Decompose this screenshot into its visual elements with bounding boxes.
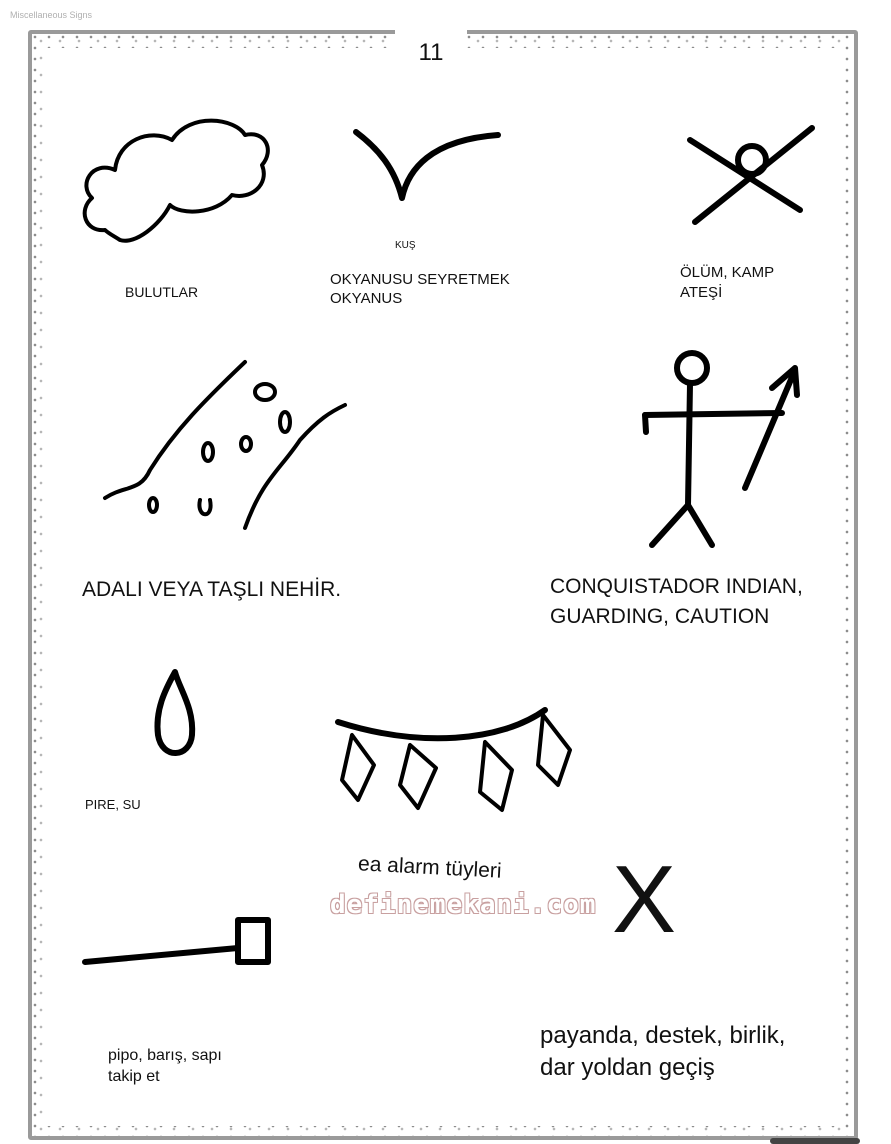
cloud-icon <box>85 121 268 241</box>
crossed-sticks-icon <box>690 128 812 222</box>
pire-label: PIRE, SU <box>85 797 141 812</box>
stick-figure-arrow-icon <box>645 353 797 545</box>
page-number: 11 <box>395 30 467 76</box>
watermark: definemekani.com <box>330 890 597 920</box>
pipe-icon <box>85 920 268 962</box>
x-glyph: X <box>612 846 677 953</box>
river-icon <box>105 362 345 528</box>
home-indicator <box>770 1138 860 1144</box>
x-label: payanda, destek, birlik, dar yoldan geçiş <box>540 1022 786 1081</box>
header-label: Miscellaneous Signs <box>10 10 93 20</box>
olum-label: ÖLÜM, KAMP ATEŞİ <box>680 264 775 301</box>
bulutlar-label: BULUTLAR <box>125 284 199 300</box>
feathers-icon <box>338 710 570 810</box>
pipo-label: pipo, barış, sapı takip et <box>108 1047 222 1085</box>
bird-icon <box>356 132 498 198</box>
conquistador-label: CONQUISTADOR INDIAN, GUARDING, CAUTION <box>550 575 803 628</box>
drop-icon <box>157 672 192 753</box>
kus-label: OKYANUSU SEYRETMEK OKYANUS <box>330 271 510 307</box>
alarm-label: ea alarm tüyleri <box>357 852 503 883</box>
nehir-label: ADALI VEYA TAŞLI NEHİR. <box>82 578 342 601</box>
kus-small-label: KUŞ <box>395 240 416 251</box>
